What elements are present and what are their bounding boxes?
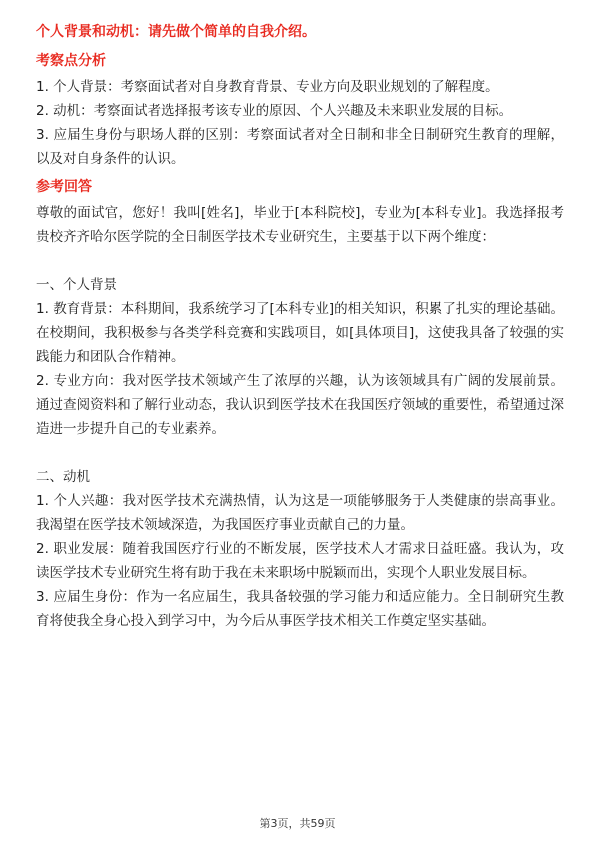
question-title: 个人背景和动机：请先做个简单的自我介绍。 (36, 24, 316, 40)
document-page (36, 22, 564, 633)
page-number: 第3页，共59页 (259, 817, 336, 830)
analysis-item-2: 2. 动机：考察面试者选择报考该专业的原因、个人兴趣及未来职业发展的目标。 (36, 103, 513, 119)
section-2-item-3: 3. 应届生身份：作为一名应届生，我具备较强的学习能力和适应能力。全日制研究生教育将使我全身心投入到学习中，为今后从事医学技术相关工作奠定坚实基础。 (36, 589, 564, 629)
analysis-item-3: 3. 应届生身份与职场人群的区别：考察面试者对全日制和非全日制研究生教育的理解，以及对自身条件的认识。 (36, 127, 564, 167)
analysis-heading: 考察点分析 (36, 53, 106, 69)
section-2-item-1: 1. 个人兴趣：我对医学技术充满热情，认为这是一项能够服务于人类健康的崇高事业。我渴望在医学技术领域深造，为我国医疗事业贡献自己的力量。 (36, 493, 564, 533)
section-1-item-1: 1. 教育背景：本科期间，我系统学习了[本科专业]的相关知识，积累了扎实的理论基础。在校期间，我积极参与各类学科竞赛和实践项目，如[具体项目]，这使我具备了较强的实践能力和团队合作精神。 (36, 301, 564, 365)
answer-heading: 参考回答 (36, 179, 92, 195)
section-2-item-2: 2. 职业发展：随着我国医疗行业的不断发展，医学技术人才需求日益旺盛。我认为，攻读医学技术专业研究生将有助于我在未来职场中脱颖而出，实现个人职业发展目标。 (36, 541, 564, 581)
answer-intro: 尊敬的面试官，您好！我叫[姓名]，毕业于[本科院校]，专业为[本科专业]。我选择报考贵校齐齐哈尔医学院的全日制医学技术专业研究生，主要基于以下两个维度： (36, 205, 564, 245)
analysis-item-1: 1. 个人背景：考察面试者对自身教育背景、专业方向及职业规划的了解程度。 (36, 79, 499, 95)
section-2-title: 二、动机 (36, 469, 90, 485)
section-1-item-2: 2. 专业方向：我对医学技术领域产生了浓厚的兴趣，认为该领域具有广阔的发展前景。通过查阅资料和了解行业动态，我认识到医学技术在我国医疗领域的重要性，希望通过深造进一步提升自己的专业素养。 (36, 373, 564, 437)
section-1-title: 一、个人背景 (36, 277, 117, 293)
